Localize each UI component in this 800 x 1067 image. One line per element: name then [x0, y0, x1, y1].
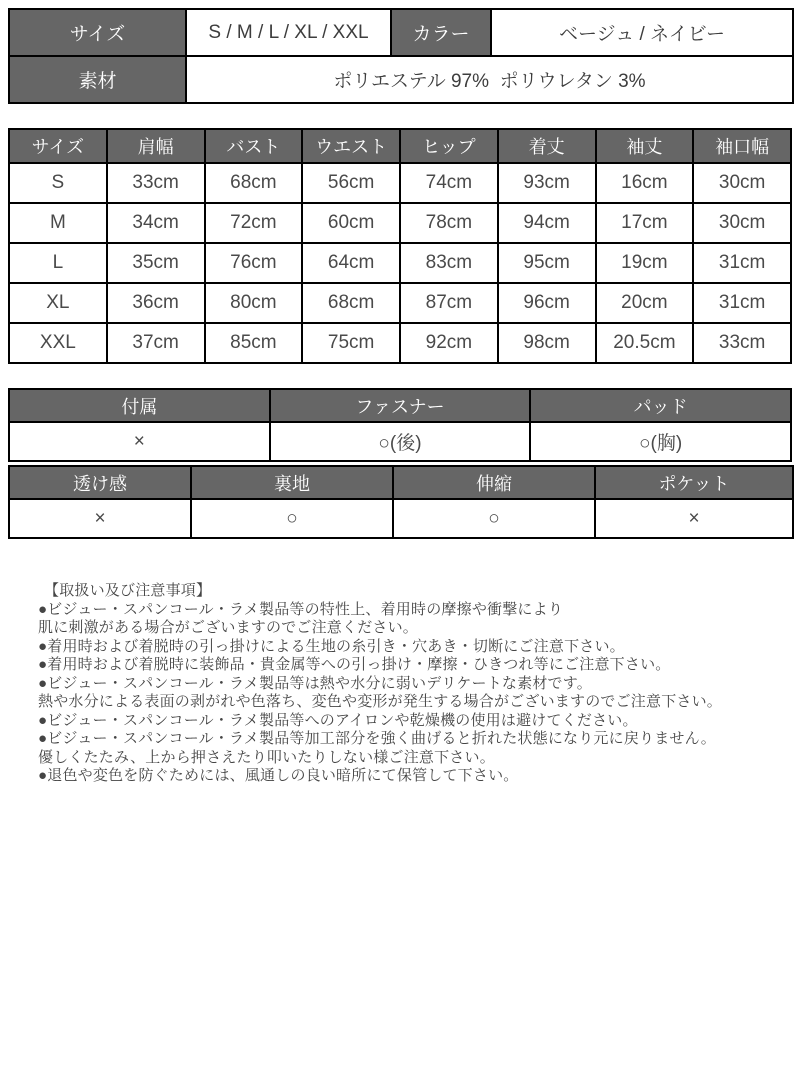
size-chart-column-header: ヒップ — [400, 129, 498, 163]
feature-column-header: 透け感 — [9, 466, 191, 499]
table-row — [9, 323, 791, 363]
spec-top-row-size-color — [9, 9, 793, 56]
size-chart-cell: L — [9, 243, 107, 283]
material-value: ポリエステル 97% ポリウレタン 3% — [186, 56, 793, 103]
size-chart-cell: 60cm — [302, 203, 400, 243]
feature-column-header: 付属 — [9, 389, 270, 422]
size-chart-column-header: 袖口幅 — [693, 129, 791, 163]
size-chart-cell: 96cm — [498, 283, 596, 323]
size-chart-column-header: サイズ — [9, 129, 107, 163]
size-chart-cell: 20cm — [596, 283, 694, 323]
size-chart-column-header: 着丈 — [498, 129, 596, 163]
care-note-line: ●ビジュー・スパンコール・ラメ製品等へのアイロンや乾燥機の使用は避けてください。 — [38, 711, 638, 729]
feature-column-header: 裏地 — [191, 466, 393, 499]
size-value: S / M / L / XL / XXL — [186, 9, 391, 56]
care-note-line: ●ビジュー・スパンコール・ラメ製品等は熱や水分に弱いデリケートな素材です。 — [38, 674, 592, 692]
size-chart-cell: 16cm — [596, 163, 694, 203]
size-chart-cell: 20.5cm — [596, 323, 694, 363]
color-value: ベージュ / ネイビー — [491, 9, 793, 56]
size-label: サイズ — [9, 9, 186, 56]
features-table-2 — [8, 465, 794, 539]
size-chart-column-header: ウエスト — [302, 129, 400, 163]
size-chart-cell: 33cm — [107, 163, 205, 203]
feature-value: × — [9, 499, 191, 538]
care-note-line: 肌に刺激がある場合がございますのでご注意ください。 — [38, 619, 419, 636]
size-chart-cell: 31cm — [693, 283, 791, 323]
size-chart-cell: 75cm — [302, 323, 400, 363]
features-1-value-row — [9, 422, 791, 461]
features-2-value-row — [9, 499, 793, 538]
feature-value: ○(後) — [270, 422, 531, 461]
feature-column-header: パッド — [530, 389, 791, 422]
size-chart-cell: 31cm — [693, 243, 791, 283]
size-chart-cell: 95cm — [498, 243, 596, 283]
feature-value: × — [9, 422, 270, 461]
care-note-line: 熱や水分による表面の剥がれや色落ち、変色や変形が発生する場合がございますのでご注意下さい。 — [38, 693, 723, 710]
feature-value: ○ — [393, 499, 595, 538]
care-notes-lines — [38, 601, 792, 786]
size-chart-cell: 36cm — [107, 283, 205, 323]
size-chart-cell: 19cm — [596, 243, 694, 283]
size-chart-column-header: 袖丈 — [596, 129, 694, 163]
size-chart-cell: XXL — [9, 323, 107, 363]
features-2-header-row — [9, 466, 793, 499]
material-label: 素材 — [9, 56, 186, 103]
size-chart-cell: 93cm — [498, 163, 596, 203]
size-chart-cell: 34cm — [107, 203, 205, 243]
color-label: カラー — [391, 9, 491, 56]
size-chart-cell: M — [9, 203, 107, 243]
spec-top-table — [8, 8, 794, 104]
size-chart-cell: 30cm — [693, 203, 791, 243]
size-chart-cell: 68cm — [302, 283, 400, 323]
feature-value: ○(胸) — [530, 422, 791, 461]
care-note-line: 優しくたたみ、上から押さえたり叩いたりしない様ご注意下さい。 — [38, 748, 495, 766]
feature-column-header: 伸縮 — [393, 466, 595, 499]
care-note-line: ●着用時および着脱時に装飾品・貴金属等への引っ掛け・摩擦・ひきつれ等にご注意下さい。 — [38, 656, 671, 673]
spec-top-row-material — [9, 56, 793, 103]
table-row — [9, 283, 791, 323]
care-notes-title: 【取扱い及び注意事項】 — [44, 582, 212, 599]
size-chart-cell: 33cm — [693, 323, 791, 363]
care-note-line: ●ビジュー・スパンコール・ラメ製品等の特性上、着用時の摩擦や衝撃により — [38, 600, 564, 618]
size-chart-cell: 56cm — [302, 163, 400, 203]
size-chart-cell: S — [9, 163, 107, 203]
size-chart-cell: 80cm — [205, 283, 303, 323]
size-chart-cell: 76cm — [205, 243, 303, 283]
size-chart-header-row — [9, 129, 791, 163]
size-chart-cell: 30cm — [693, 163, 791, 203]
care-note-line: ●着用時および着脱時の引っ掛けによる生地の糸引き・穴あき・切断にご注意下さい。 — [38, 637, 625, 655]
features-table-1 — [8, 388, 792, 462]
size-chart-cell: 83cm — [400, 243, 498, 283]
size-chart-cell: 17cm — [596, 203, 694, 243]
size-chart-cell: 94cm — [498, 203, 596, 243]
size-chart-cell: 74cm — [400, 163, 498, 203]
size-chart-body — [9, 163, 791, 363]
size-chart-column-header: 肩幅 — [107, 129, 205, 163]
care-note-line: ●退色や変色を防ぐためには、風通しの良い暗所にて保管して下さい。 — [38, 767, 519, 784]
size-chart-cell: 85cm — [205, 323, 303, 363]
table-row — [9, 163, 791, 203]
table-row — [9, 203, 791, 243]
size-chart-cell: 68cm — [205, 163, 303, 203]
feature-value: × — [595, 499, 793, 538]
size-chart-cell: 64cm — [302, 243, 400, 283]
size-chart-cell: 72cm — [205, 203, 303, 243]
size-chart-cell: 98cm — [498, 323, 596, 363]
size-chart-cell: 87cm — [400, 283, 498, 323]
care-notes — [38, 582, 792, 786]
feature-column-header: ファスナー — [270, 389, 531, 422]
size-chart-cell: 37cm — [107, 323, 205, 363]
care-note-line: ●ビジュー・スパンコール・ラメ製品等加工部分を強く曲げると折れた状態になり元に戻りません。 — [38, 730, 716, 747]
features-1-header-row — [9, 389, 791, 422]
size-chart-column-header: バスト — [205, 129, 303, 163]
size-chart-cell: 35cm — [107, 243, 205, 283]
table-row — [9, 243, 791, 283]
size-chart-cell: 92cm — [400, 323, 498, 363]
feature-column-header: ポケット — [595, 466, 793, 499]
feature-value: ○ — [191, 499, 393, 538]
size-chart-table — [8, 128, 792, 364]
size-chart-cell: XL — [9, 283, 107, 323]
size-chart-cell: 78cm — [400, 203, 498, 243]
